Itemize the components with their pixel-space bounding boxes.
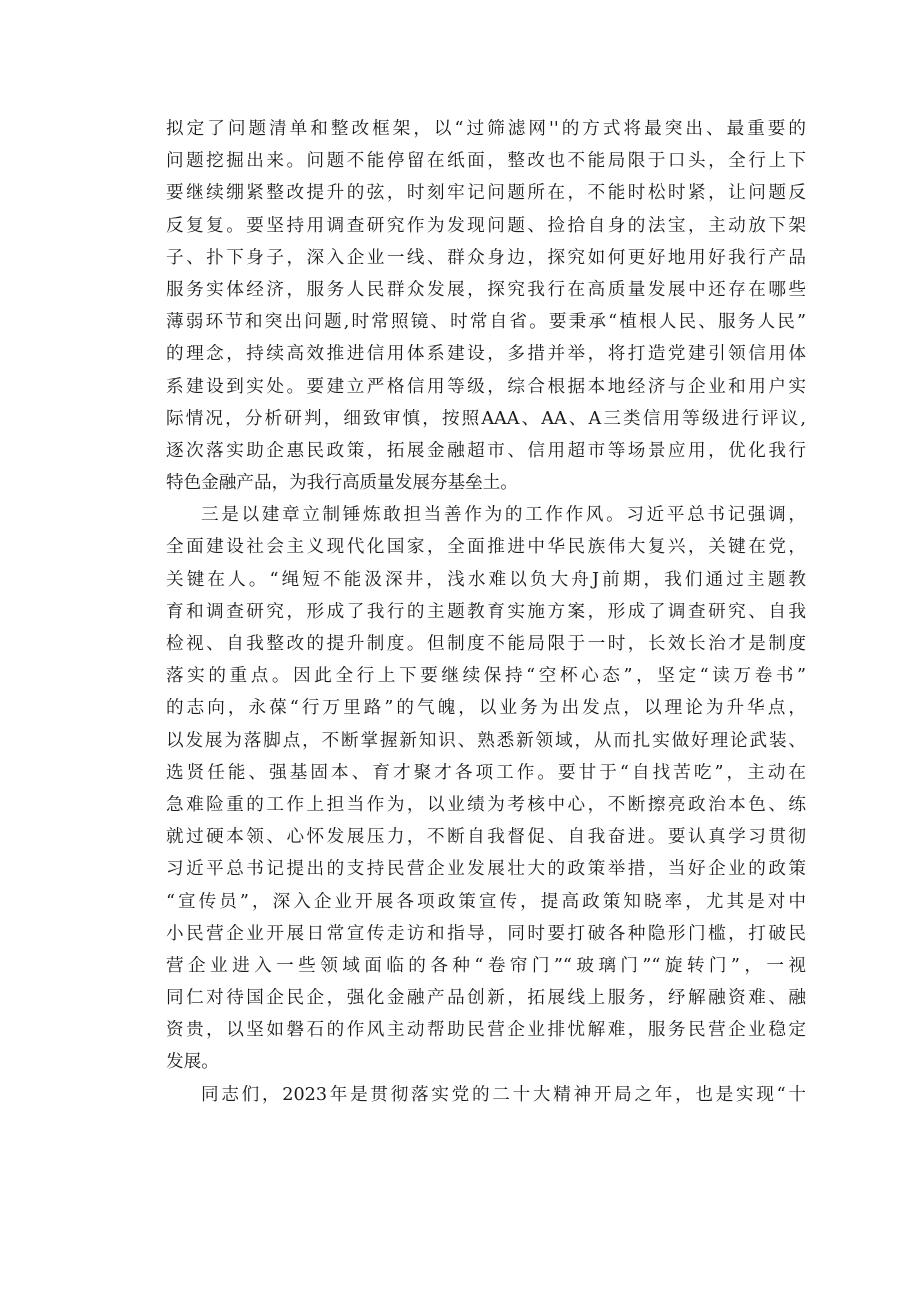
text-line-23: 就过硬本领、心怀发展压力，不断自我督促、自我奋进。要认真学习贯彻: [166, 827, 806, 848]
text-line-21: 选贤任能、强基固本、育才聚才各项工作。要甘于“自找苦吃”，主动在: [166, 762, 806, 783]
text-line-13: 三是以建章立制锤炼敢担当善作为的工作作风。习近平总书记强调，: [201, 505, 806, 526]
body-text: [166, 113, 806, 1111]
text-line-4: 反复复。要坚持用调查研究作为发现问题、捡拾自身的法宝，主动放下架: [166, 215, 806, 236]
text-line-24: 习近平总书记提出的支持民营企业发展壮大的政策举措，当好企业的政策: [166, 859, 806, 880]
text-line-15: 关键在人。“绳短不能汲深井，浅水难以负大舟J前期，我们通过主题教: [166, 569, 806, 590]
text-line-10: 际情况，分析研判，细致审慎，按照AAA、AA、A三类信用等级进行评议,: [166, 408, 806, 429]
text-line-29: 资贵，以坚如磐石的作风主动帮助民营企业排忧解难，服务民营企业稳定: [166, 1020, 806, 1041]
text-line-8: 的理念，持续高效推进信用体系建设，多措并举，将打造党建引领信用体: [166, 344, 806, 365]
text-line-12: 特色金融产品，为我行高质量发展夯基垒土。: [166, 473, 518, 494]
text-line-27: 营企业进入一些领域面临的各种“卷帘门”“玻璃门”“旋转门”，一视: [166, 955, 806, 976]
text-line-17: 检视、自我整改的提升制度。但制度不能局限于一时，长效长治才是制度: [166, 634, 806, 654]
text-line-31: 同志们，2023年是贯彻落实党的二十大精神开局之年，也是实现“十: [201, 1084, 806, 1105]
text-line-16: 育和调查研究，形成了我行的主题教育实施方案，形成了调查研究、自我: [166, 601, 806, 622]
text-line-7: 薄弱环节和突出问题,时常照镜、时常自省。要秉承“植根人民、服务人民”: [166, 312, 806, 333]
text-line-6: 服务实体经济，服务人民群众发展，探究我行在高质量发展中还存在哪些: [166, 279, 806, 300]
text-line-28: 同仁对待国企民企，强化金融产品创新，拓展线上服务，纾解融资难、融: [166, 988, 806, 1009]
text-line-3: 要继续绷紧整改提升的弦，时刻牢记问题所在，不能时松时紧，让问题反: [166, 183, 806, 204]
text-line-14: 全面建设社会主义现代化国家，全面推进中华民族伟大复兴，关键在党，: [166, 537, 806, 558]
text-line-5: 子、扑下身子，深入企业一线、群众身边，探究如何更好地用好我行产品: [166, 247, 806, 268]
text-line-30: 发展。: [166, 1052, 219, 1073]
text-line-2: 问题挖掘出来。问题不能停留在纸面，整改也不能局限于口头，全行上下: [166, 151, 806, 172]
text-line-9: 系建设到实处。要建立严格信用等级，综合根据本地经济与企业和用户实: [166, 376, 806, 397]
text-line-26: 小民营企业开展日常宣传走访和指导，同时要打破各种隐形门槛，打破民: [166, 923, 806, 944]
text-line-22: 急难险重的工作上担当作为，以业绩为考核中心，不断擦亮政治本色、练: [166, 794, 806, 815]
text-line-11: 逐次落实助企惠民政策，拓展金融超市、信用超市等场景应用，优化我行: [166, 440, 806, 461]
text-line-25: “宣传员”，深入企业开展各项政策宣传，提高政策知晓率，尤其是对中: [166, 891, 806, 912]
text-line-19: 的志向，永葆“行万里路”的气魄，以业务为出发点，以理论为升华点，: [166, 698, 806, 719]
text-line-18: 落实的重点。因此全行上下要继续保持“空杯心态”，坚定“读万卷书”: [166, 666, 806, 687]
text-line-20: 以发展为落脚点，不断掌握新知识、熟悉新领域，从而扎实做好理论武装、: [166, 730, 806, 751]
text-line-1: 拟定了问题清单和整改框架，以“过筛滤网''的方式将最突出、最重要的: [166, 119, 806, 139]
